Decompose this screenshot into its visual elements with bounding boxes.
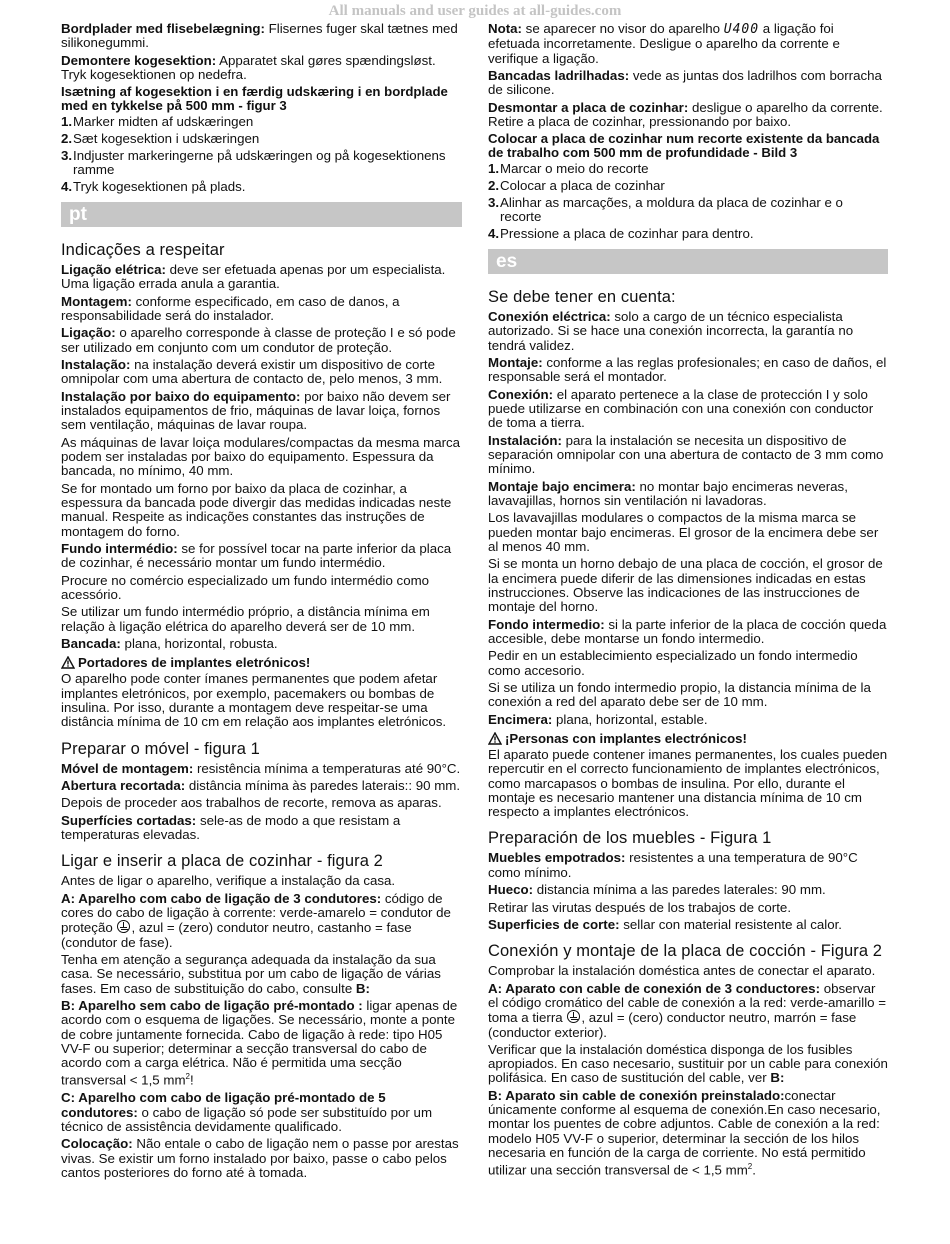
section-heading: Ligar e inserir a placa de cozinhar - figura 2 xyxy=(61,852,383,871)
ground-symbol-icon xyxy=(117,920,130,933)
paragraph: Conexión: el aparato pertenece a la clase de protección I y solo puede utilizarse en combinación con una conexión con conductor de toma a tierra. xyxy=(488,386,874,431)
language-tag-pt: pt xyxy=(61,202,462,227)
paragraph: Colocação: Não entale o cabo de ligação nem o passe por arestas vivas. Se existir um forno instalado por baixo, passe o cabo pelos cantos posteriores do forno até à tomada. xyxy=(61,1136,459,1180)
paragraph: Se for montado um forno por baixo da placa de cozinhar, a espessura da bancada pode divergir das medidas indicadas neste manual. Respeite as indicações constantes das instruções de montagem do forno. xyxy=(61,480,452,539)
paragraph: Los lavavajillas modulares o compactos de la misma marca se pueden montar bajo encimeras. El grosor de la encimera debe ser al menos 40 mm. xyxy=(488,510,879,554)
right-column xyxy=(488,22,888,1181)
paragraph: Bancada: plana, horizontal, robusta. xyxy=(61,636,278,652)
language-tag-es: es xyxy=(488,249,888,274)
list-item: 1. Marcar o meio do recorte xyxy=(488,161,649,177)
ground-symbol-icon xyxy=(567,1010,580,1023)
display-code: U400 xyxy=(723,22,760,37)
paragraph: Bancadas ladrilhadas: vede as juntas dos ladrilhos com borracha de silicone. xyxy=(488,67,882,98)
paragraph: Muebles empotrados: resistentes a una temperatura de 90°C como mínimo. xyxy=(488,850,858,880)
section-heading: Preparar o móvel - figura 1 xyxy=(61,739,260,758)
paragraph: C: Aparelho com cabo de ligação pré-montado de 5 condutores: o cabo de ligação só pode ser substituído por um técnico de assistência devidamente qualificado. xyxy=(61,1090,433,1134)
paragraph: Pedir en un establecimiento especializado un fondo intermedio como accesorio. xyxy=(488,648,858,678)
paragraph: Comprobar la instalación doméstica antes de conectar el aparato. xyxy=(488,963,876,979)
section-subheading: Isætning af kogesektion i en færdig udskæring i en bordplade med en tykkelse på 500 mm - figur 3 xyxy=(61,84,448,114)
paragraph: Fondo intermedio: si la parte inferior de la placa de cocción queda accesible, debe montarse un fondo intermedio. xyxy=(488,616,887,646)
paragraph: Instalação por baixo do equipamento: por baixo não devem ser instalados equipamentos de frio, máquinas de lavar loiça, fornos sem ventilação, máquinas de lavar roupa. xyxy=(61,388,451,433)
warning-heading: ¡Personas con implantes electrónicos! xyxy=(488,732,888,746)
list-item: 3. Indjuster markeringerne på udskæringen og på kogesektionens ramme xyxy=(61,147,446,178)
paragraph: Demontere kogesektion: Apparatet skal gøres spændingsløst. Tryk kogesektionen op nedefra. xyxy=(61,52,436,82)
paragraph: Ligação elétrica: deve ser efetuada apenas por um especialista. Uma ligação errada anula a garantia. xyxy=(61,262,446,292)
warning-triangle-icon xyxy=(61,656,75,669)
paragraph: Procure no comércio especializado um fundo intermédio como acessório. xyxy=(61,572,430,603)
paragraph: Tenha em atenção a segurança adequada da instalação da sua casa. Se necessário, substitua por um cabo de ligação de várias fases. Em caso de substituição do cabo, consulte B: xyxy=(61,952,441,996)
list-item: 2. Colocar a placa de cozinhar xyxy=(488,178,665,194)
paragraph: B: Aparato sin cable de conexión preinstalado:conectar únicamente conforme al esquema de conexión.En caso necesario, montar los puentes de cobre adjuntos. Cable de conexión a la red: modelo H05 VV-F o superior, determinar la sección de los hilos necesaria en función de la carga de corriente. No está permitido utilizar una sección transversal de < 1,5 $mm^2$. xyxy=(488,1087,881,1178)
paragraph: A: Aparato con cable de conexión de 3 conductores: observar el código cromático del cable de conexión a la red: verde-amarillo = toma a tierra , azul = (cero) conductor neutro, marrón = fase (conductor exterior). xyxy=(488,980,887,1040)
paragraph: Montaje: conforme a las reglas profesionales; en caso de daños, el responsable será el montador. xyxy=(488,355,887,385)
paragraph: Se utilizar um fundo intermédio próprio, a distância mínima em relação à ligação elétrica do aparelho deverá ser de 10 mm. xyxy=(61,604,430,634)
section-heading: Indicações a respeitar xyxy=(61,241,225,260)
section-heading: Conexión y montaje de la placa de cocción - Figura 2 xyxy=(488,942,883,961)
paragraph: El aparato puede contener imanes permanentes, los cuales pueden repercutir en el correcto funcionamiento de implantes electrónicos, como marcapasos o bombas de insulina. Por ello, durante el montaje es necesario mantener una distancia mínima de 10 cm respecto a implantes electrónicos. xyxy=(488,746,888,820)
watermark: All manuals and user guides at all-guides.com xyxy=(328,3,622,19)
paragraph: Hueco: distancia mínima a las paredes laterales: 90 mm. xyxy=(488,882,826,898)
paragraph: Montaje bajo encimera: no montar bajo encimeras neveras, lavavajillas, hornos sin ventilación ni lavadoras. xyxy=(488,478,848,508)
paragraph: Abertura recortada: distância mínima às paredes laterais:: 90 mm. xyxy=(61,777,461,793)
paragraph: Retirar las virutas después de los trabajos de corte. xyxy=(488,899,792,915)
warning-heading: Portadores de implantes eletrónicos! xyxy=(61,656,462,670)
section-heading: Preparación de los muebles - Figura 1 xyxy=(488,829,772,848)
paragraph: Antes de ligar o aparelho, verifique a instalação da casa. xyxy=(61,873,396,889)
paragraph: Superficies de corte: sellar con material resistente al calor. xyxy=(488,916,842,932)
paragraph: Ligação: o aparelho corresponde à classe de proteção I e só pode ser utilizado em conjunto com um condutor de proteção. xyxy=(61,325,456,355)
list-item: 2. Sæt kogesektion i udskæringen xyxy=(61,131,260,147)
numbered-list xyxy=(61,115,462,194)
list-item: 4. Tryk kogesektionen på plads. xyxy=(61,178,246,194)
paragraph: B: Aparelho sem cabo de ligação pré-montado : ligar apenas de acordo com o esquema de ligações. Se necessário, monte a ponte de cobre juntamente fornecida. Cabo de ligação à rede: tipo H05 VV-F ou superior; determinar a secção transversal do cabo de acordo com a carga elétrica. Não é permitida uma secção transversal < 1,5 $mm^2$! xyxy=(61,998,458,1088)
paragraph: Montagem: conforme especificado, em caso de danos, a responsabilidade será do instalador. xyxy=(61,293,400,324)
paragraph: Instalação: na instalação deverá existir um dispositivo de corte omnipolar com uma abertura de contacto de, pelo menos, 3 mm. xyxy=(61,357,443,387)
paragraph: Encimera: plana, horizontal, estable. xyxy=(488,711,708,727)
list-item: 3. Alinhar as marcações, a moldura da placa de cozinhar e o recorte xyxy=(488,194,843,225)
paragraph: Móvel de montagem: resistência mínima a temperaturas até 90°C. xyxy=(61,760,461,776)
paragraph: Verificar que la instalación doméstica disponga de los fusibles apropiados. En caso necesario, sustituir por un cable para conexión polifásica. En caso de sustitución del cable, ver B: xyxy=(488,1041,888,1086)
paragraph: A: Aparelho com cabo de ligação de 3 condutores: código de cores do cabo de ligação à corrente: verde-amarelo = condutor de proteção , azul = (zero) condutor neutro, castanho = fase (condutor de fase). xyxy=(61,890,451,950)
paragraph: Desmontar a placa de cozinhar: desligue o aparelho da corrente. Retire a placa de cozinhar, pressionando por baixo. xyxy=(488,99,883,129)
list-item: 4. Pressione a placa de cozinhar para dentro. xyxy=(488,225,754,241)
paragraph: O aparelho pode conter ímanes permanentes que podem afetar implantes eletrónicos, por exemplo, pacemakers ou bombas de insulina. Por isso, durante a montagem deve respeitar-se uma distância mínima de 10 cm em relação aos implantes eletrónicos. xyxy=(61,671,447,730)
left-column xyxy=(61,22,462,1183)
paragraph: Si se monta un horno debajo de una placa de cocción, el grosor de la encimera puede diferir de las dimensiones indicadas en estas instrucciones. Observe las indicaciones de las instrucciones de montaje del horno. xyxy=(488,556,883,615)
paragraph: Conexión eléctrica: solo a cargo de un técnico especialista autorizado. Si se hace una conexión incorrecta, la garantía no tendrá validez. xyxy=(488,309,854,353)
paragraph: Si se utiliza un fondo intermedio propio, la distancia mínima de la conexión a red del aparato debe ser de 10 mm. xyxy=(488,679,871,710)
section-subheading: Colocar a placa de cozinhar num recorte existente da bancada de trabalho com 500 mm de profundidade - Bild 3 xyxy=(488,131,880,161)
list-item: 1. Marker midten af udskæringen xyxy=(61,114,254,130)
numbered-list xyxy=(488,162,888,241)
paragraph: Depois de proceder aos trabalhos de recorte, remova as aparas. xyxy=(61,795,442,811)
paragraph: Nota: se aparecer no visor do aparelho U400 a ligação foi efetuada incorretamente. Desligue o aparelho da corrente e verifique a ligação. xyxy=(488,21,840,66)
warning-triangle-icon xyxy=(488,732,502,745)
paragraph: Instalación: para la instalación se necesita un dispositivo de separación omnipolar con una abertura de contacto de 3 mm como mínimo. xyxy=(488,432,884,477)
paragraph: Superfícies cortadas: sele-as de modo a que resistam a temperaturas elevadas. xyxy=(61,812,401,843)
paragraph: Fundo intermédio: se for possível tocar na parte inferior da placa de cozinhar, é necessário montar um fundo intermédio. xyxy=(61,541,452,571)
paragraph: As máquinas de lavar loiça modulares/compactas da mesma marca podem ser instaladas por baixo do equipamento. Espessura da bancada, no mínimo, 40 mm. xyxy=(61,434,461,479)
section-heading: Se debe tener en cuenta: xyxy=(488,288,676,307)
paragraph: Bordplader med flisebelægning: Flisernes fuger skal tætnes med silikonegummi. xyxy=(61,21,458,51)
